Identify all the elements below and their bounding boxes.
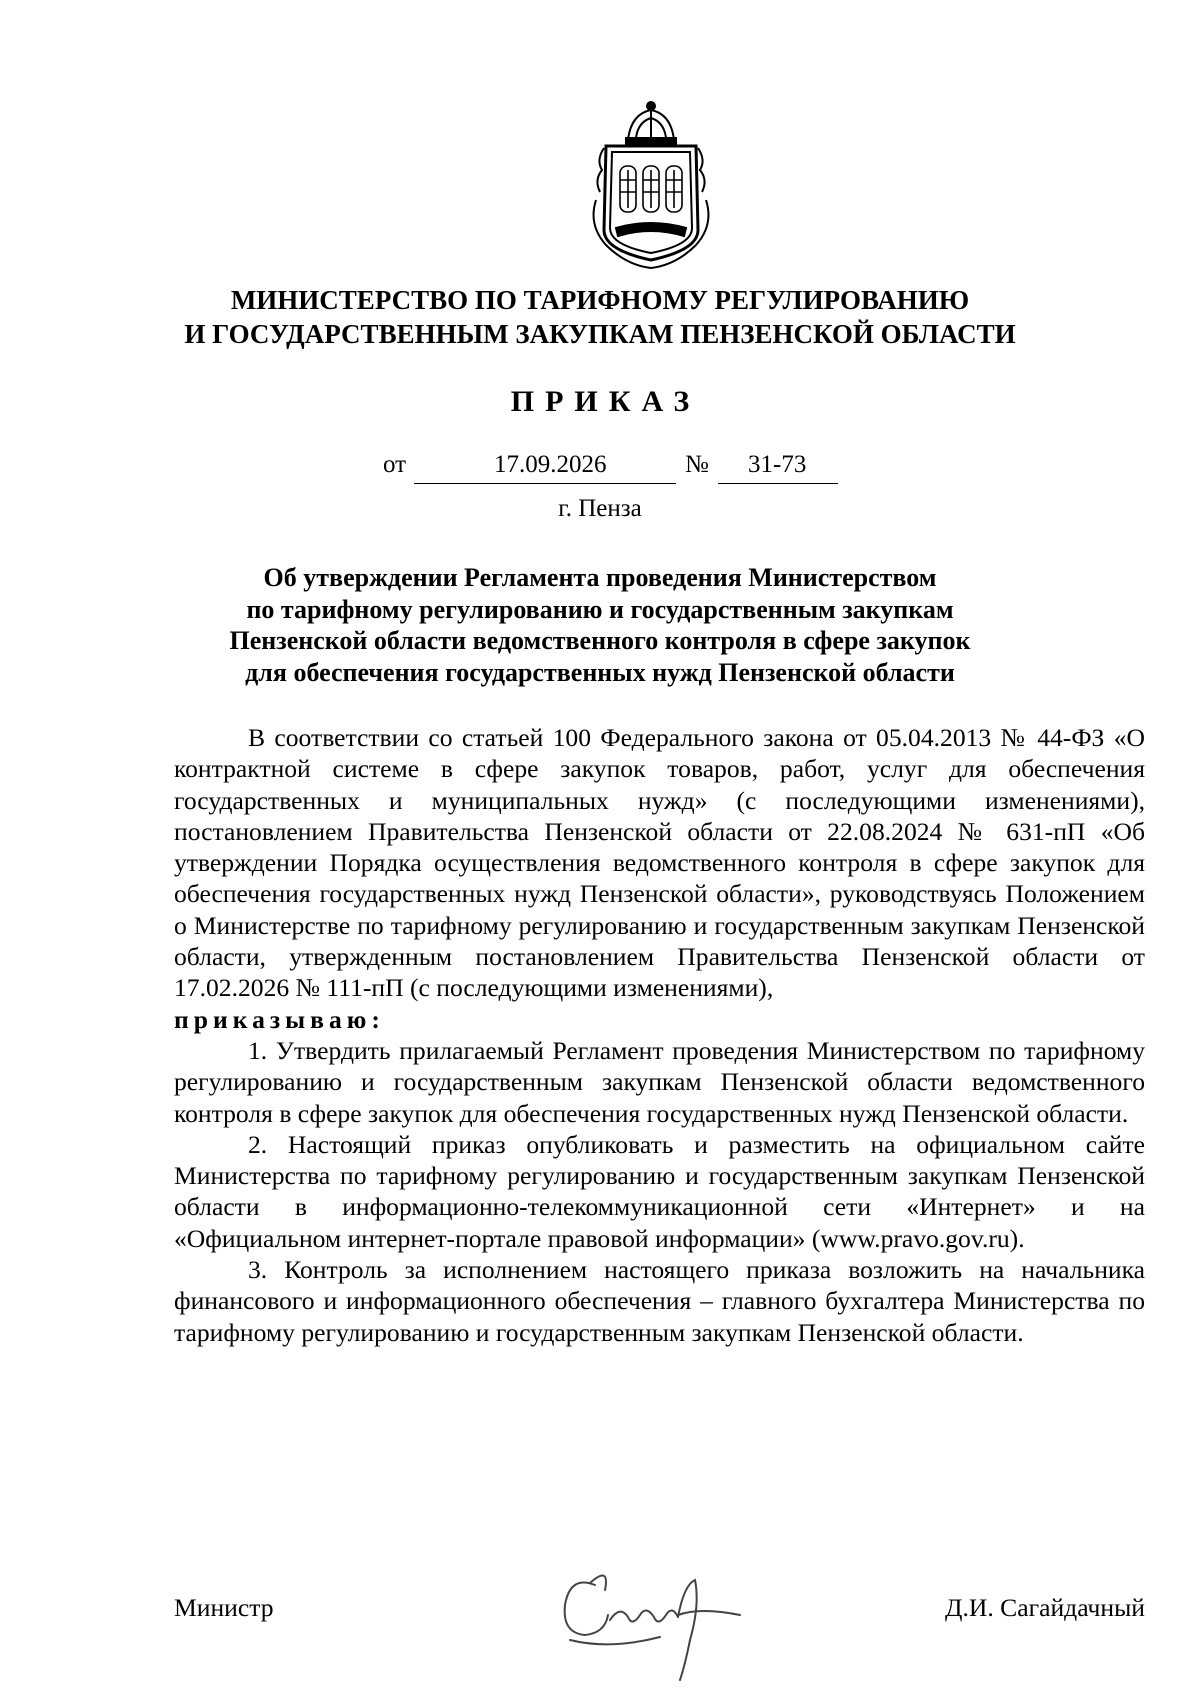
title-line4: для обеспечения государственных нужд Пензенской области <box>245 657 955 687</box>
date-prefix: от <box>383 451 407 478</box>
order-word: приказываю: <box>174 1004 385 1034</box>
document-body <box>174 722 1145 1348</box>
item-2-paragraph: 2. Настоящий приказ опубликовать и разместить на официальном сайте Министерства по тарифному регулированию и государственным закупкам Пензенской области в информационно-телекоммуникационной сети «Интернет» и на «Официальном интернет-портале правовой информации» (www.pravo.gov.ru). <box>174 1129 1145 1253</box>
signatory-position: Министр <box>174 1593 274 1622</box>
item-1-paragraph: 1. Утвердить прилагаемый Регламент проведения Министерством по тарифному регулированию и государственным закупкам Пензенской области ведомственного контроля в сфере закупок для обеспечения государственных нужд Пензенской области. <box>174 1035 1145 1128</box>
signatory-name: Д.И. Сагайдачный <box>945 1593 1145 1622</box>
document-type: ПРИКАЗ <box>510 385 701 418</box>
date-number-line <box>0 451 1200 485</box>
number-underline <box>718 483 838 484</box>
number-sign: № <box>685 451 709 478</box>
title-line2: по тарифному регулированию и государственным закупкам <box>246 594 954 624</box>
city: г. Пенза <box>558 495 642 522</box>
ministry-name-line1: МИНИСТЕРСТВО ПО ТАРИФНОМУ РЕГУЛИРОВАНИЮ <box>230 285 970 315</box>
preamble-paragraph: В соответствии со статьей 100 Федерального закона от 05.04.2013 № 44-ФЗ «О контрактной системе в сфере закупок товаров, работ, услуг для обеспечения государственных и муниципальных нужд» (с последующими изменениями), постановлением Правительства Пензенской области от 22.08.2024 № 631-пП «Об утверждении Порядка осуществления ведомственного контроля в сфере закупок для обеспечения государственных нужд Пензенской области», руководствуясь Положением о Министерстве по тарифному регулированию и государственным закупкам Пензенской области, утвержденным постановлением Правительства Пензенской области от 17.02.2026 № 111-пП (с последующими изменениями), <box>174 723 1145 1003</box>
date-underline <box>414 483 676 484</box>
title-line1: Об утверждении Регламента проведения Министерством <box>263 563 937 592</box>
order-word-paragraph <box>174 1004 1145 1035</box>
document-date: 17.09.2026 <box>494 451 607 478</box>
coat-of-arms-icon <box>576 100 726 272</box>
ministry-name-line2: И ГОСУДАРСТВЕННЫМ ЗАКУПКАМ ПЕНЗЕНСКОЙ ОБЛАСТИ <box>184 319 1016 349</box>
signature-icon <box>550 1545 800 1695</box>
document-number: 31-73 <box>748 451 807 478</box>
document-title <box>0 562 1200 688</box>
ministry-name <box>0 283 1200 351</box>
title-line3: Пензенской области ведомственного контроля в сфере закупок <box>229 626 971 655</box>
item-3-paragraph: 3. Контроль за исполнением настоящего приказа возложить на начальника финансового и информационного обеспечения – главного бухгалтера Министерства по тарифному регулированию и государственным закупкам Пензенской области. <box>174 1255 1145 1347</box>
